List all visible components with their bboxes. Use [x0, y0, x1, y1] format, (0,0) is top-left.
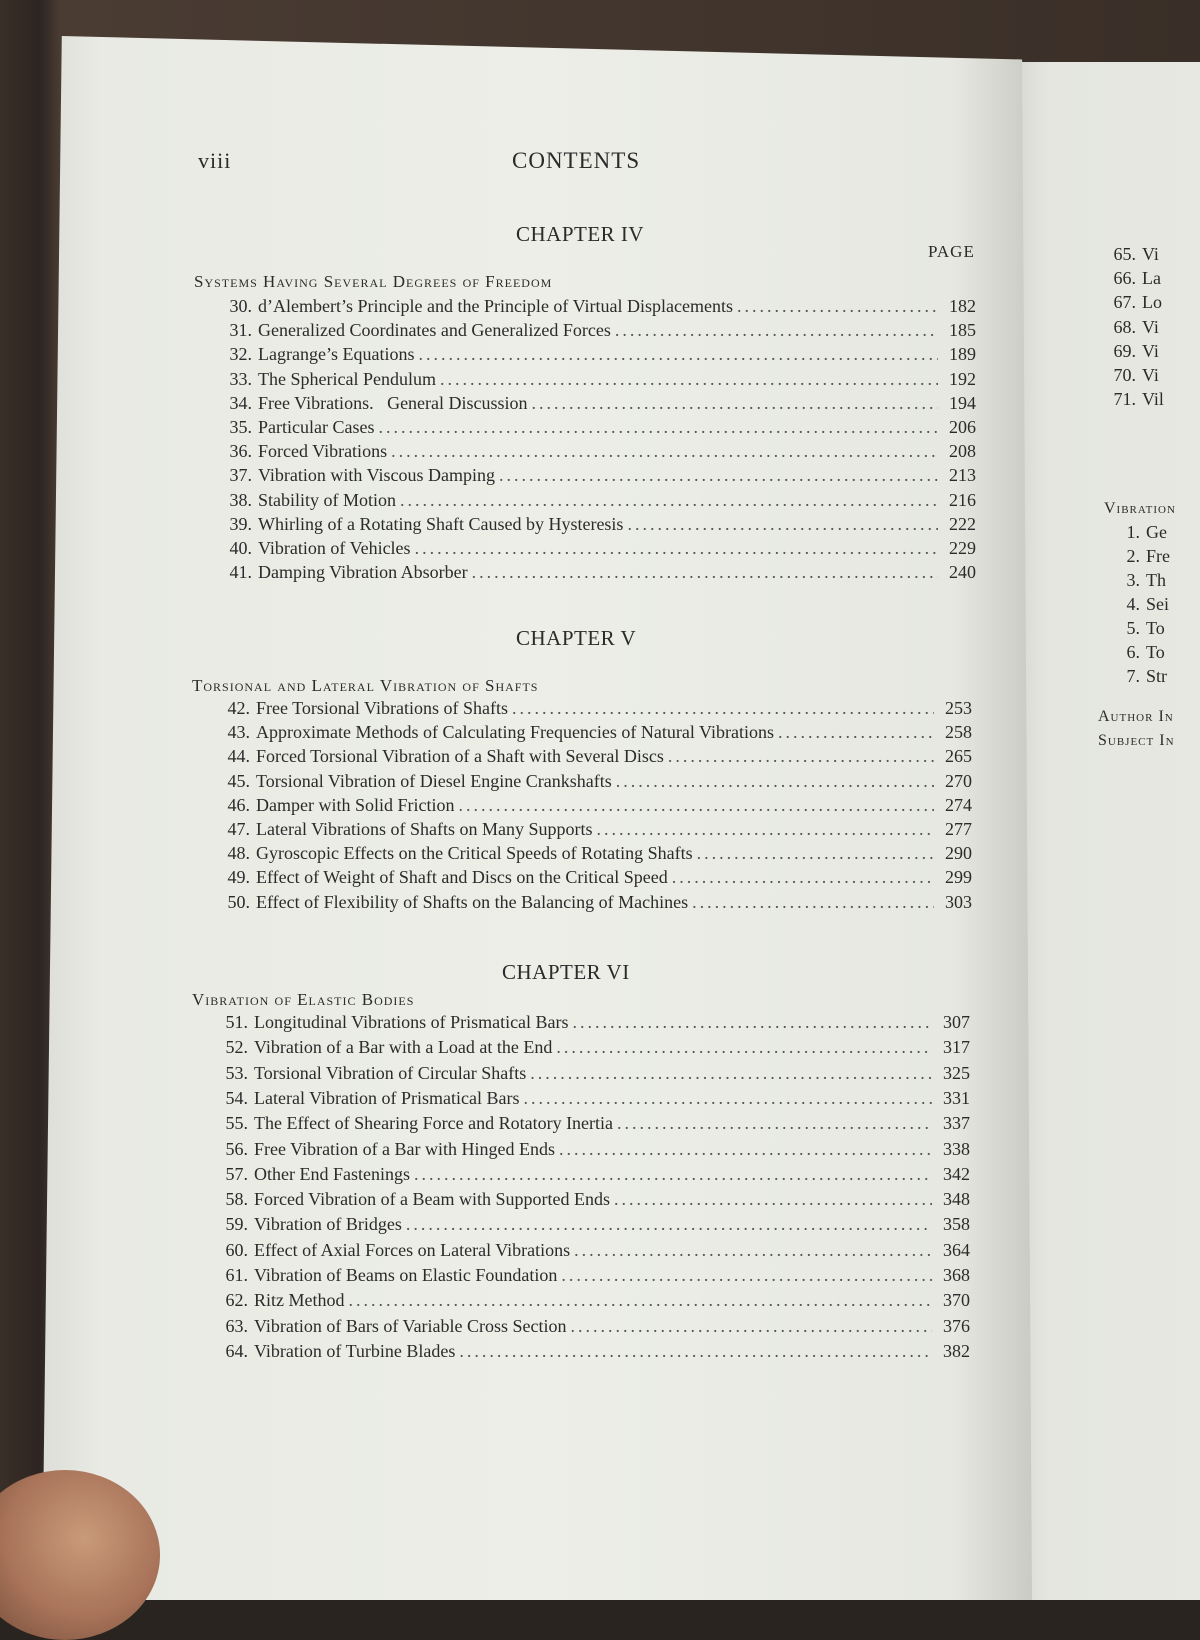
page-title: CONTENTS: [512, 148, 641, 173]
entry-number: 71.: [1113, 389, 1136, 410]
entry-page: 338: [943, 1138, 970, 1159]
toc-entry: [214, 1290, 970, 1311]
entry-number: 67.: [1113, 292, 1136, 313]
entry-title: Torsional Vibration of Diesel Engine Crankshafts: [256, 770, 612, 791]
facing-entry: [1108, 365, 1159, 386]
toc-entry: [218, 296, 976, 317]
entry-page: 182: [949, 296, 976, 316]
entry-number: 48.: [227, 843, 250, 864]
entry-page: 274: [945, 794, 972, 815]
toc-entry: [218, 490, 976, 511]
dot-leader: [668, 746, 934, 767]
entry-number: 55.: [225, 1113, 248, 1134]
dot-leader: [458, 795, 934, 816]
dot-leader: [532, 393, 938, 414]
dot-leader: [574, 1240, 932, 1261]
entry-number: 4.: [1126, 594, 1140, 614]
dot-leader: [349, 1290, 933, 1311]
toc-entry: [218, 417, 976, 438]
dot-leader: [400, 490, 938, 511]
entry-page: 258: [945, 722, 972, 743]
toc-entry: [218, 320, 976, 341]
toc-entry: [214, 1189, 970, 1210]
entry-number: 46.: [227, 794, 250, 815]
toc-entry: [214, 1113, 970, 1134]
entry-page: 277: [945, 819, 972, 839]
toc-entry: [214, 1012, 970, 1033]
dot-leader: [672, 867, 934, 888]
facing-entry: [1112, 546, 1170, 567]
entry-page: 189: [949, 344, 976, 365]
entry-number: 6.: [1126, 642, 1140, 662]
toc-entry: [214, 1037, 970, 1058]
entry-number: 44.: [227, 746, 250, 767]
entry-number: 30.: [229, 296, 252, 316]
entry-number: 52.: [225, 1037, 248, 1058]
entry-number: 59.: [225, 1214, 248, 1235]
dot-leader: [697, 843, 934, 864]
entry-number: 60.: [225, 1239, 248, 1260]
toc-entry: [216, 892, 972, 913]
entry-page: 299: [945, 867, 972, 888]
entry-page: 331: [943, 1087, 970, 1108]
entry-title: Damper with Solid Friction: [256, 794, 455, 815]
toc-entry: [218, 441, 976, 462]
toc-entry: [216, 819, 972, 840]
facing-index-entry: Author In: [1098, 708, 1174, 725]
toc-entry: [216, 722, 972, 743]
entry-page: 370: [943, 1290, 970, 1311]
entry-number: 5.: [1126, 618, 1140, 638]
entry-number: 31.: [229, 320, 252, 341]
entry-title: Longitudinal Vibrations of Prismatical Bars: [254, 1012, 569, 1032]
page-column-label: PAGE: [928, 242, 975, 261]
entry-page: 270: [945, 770, 972, 791]
facing-entry: [1108, 341, 1159, 362]
entry-title: Effect of Weight of Shaft and Discs on the Critical Speed: [256, 867, 668, 888]
dot-leader: [627, 514, 938, 535]
dot-leader: [556, 1037, 932, 1058]
entry-page: 216: [949, 489, 976, 510]
toc-entry: [214, 1240, 970, 1261]
entry-title: Other End Fastenings: [254, 1163, 410, 1184]
entry-number: 66.: [1113, 268, 1136, 289]
section-title: Torsional and Lateral Vibration of Shafts: [192, 676, 539, 695]
entry-page: 185: [949, 320, 976, 341]
entry-number: 32.: [229, 344, 252, 365]
entry-page: 206: [949, 417, 976, 437]
entry-title: Effect of Axial Forces on Lateral Vibrations: [254, 1239, 571, 1260]
entry-number: 51.: [225, 1012, 248, 1032]
toc-entry: [216, 698, 972, 719]
entry-title: Lo: [1142, 292, 1162, 313]
facing-entry: [1108, 317, 1159, 338]
toc-entry: [214, 1063, 970, 1084]
entry-title: Free Vibration of a Bar with Hinged Ends: [254, 1138, 556, 1159]
entry-number: 68.: [1113, 316, 1136, 337]
dot-leader: [778, 722, 934, 743]
dot-leader: [415, 538, 938, 559]
entry-number: 63.: [225, 1315, 248, 1336]
entry-number: 34.: [229, 392, 252, 413]
toc-entry: [216, 771, 972, 792]
entry-page: 358: [943, 1214, 970, 1235]
entry-page: 303: [945, 891, 972, 912]
facing-entry: [1112, 570, 1166, 591]
entry-number: 47.: [227, 819, 250, 839]
entry-page: 229: [949, 538, 976, 558]
entry-number: 35.: [229, 417, 252, 437]
dot-leader: [737, 296, 938, 317]
entry-title: The Effect of Shearing Force and Rotatory Inertia: [254, 1113, 614, 1134]
entry-page: 222: [949, 513, 976, 534]
entry-title: Fre: [1146, 546, 1170, 566]
entry-number: 69.: [1113, 340, 1136, 361]
toc-entry: [214, 1341, 970, 1362]
entry-title: Free Vibrations. General Discussion: [258, 392, 528, 413]
toc-entry: [214, 1316, 970, 1337]
toc-entry: [218, 465, 976, 486]
dot-leader: [571, 1316, 932, 1337]
entry-title: Approximate Methods of Calculating Frequencies of Natural Vibrations: [256, 722, 774, 743]
entry-title: Vibration with Viscous Damping: [258, 465, 495, 486]
toc-entry: [214, 1088, 970, 1109]
dot-leader: [559, 1139, 932, 1160]
dot-leader: [614, 1189, 932, 1210]
entry-number: 1.: [1126, 522, 1140, 542]
dot-leader: [616, 771, 934, 792]
facing-entry: [1108, 268, 1161, 289]
entry-title: Lateral Vibrations of Shafts on Many Supports: [256, 819, 593, 839]
entry-page: 307: [943, 1012, 970, 1032]
entry-page: 213: [949, 465, 976, 486]
entry-page: 342: [943, 1163, 970, 1184]
entry-title: Vil: [1142, 389, 1164, 410]
toc-entry: [218, 393, 976, 414]
entry-title: Vi: [1142, 244, 1159, 264]
book-page: [42, 36, 1032, 1600]
entry-title: Vibration of a Bar with a Load at the End: [254, 1037, 553, 1058]
entry-page: 337: [943, 1113, 970, 1134]
dot-leader: [561, 1265, 932, 1286]
entry-page: 208: [949, 441, 976, 462]
facing-entry: [1112, 594, 1169, 615]
entry-title: Lateral Vibration of Prismatical Bars: [254, 1087, 520, 1108]
dot-leader: [378, 417, 938, 438]
facing-entry: [1112, 618, 1165, 639]
entry-number: 7.: [1126, 666, 1140, 686]
entry-title: Vibration of Beams on Elastic Foundation: [254, 1265, 558, 1285]
entry-title: Free Torsional Vibrations of Shafts: [256, 698, 508, 718]
dot-leader: [573, 1012, 932, 1033]
dot-leader: [512, 698, 934, 719]
entry-title: To: [1146, 618, 1165, 638]
entry-title: Vibration of Bridges: [254, 1214, 402, 1235]
entry-number: 38.: [229, 489, 252, 510]
entry-title: Torsional Vibration of Circular Shafts: [254, 1062, 527, 1083]
entry-number: 50.: [227, 891, 250, 912]
facing-entry: [1108, 244, 1159, 265]
dot-leader: [406, 1214, 932, 1235]
dot-leader: [459, 1341, 932, 1362]
chapter-heading: CHAPTER IV: [516, 222, 645, 246]
toc-entry: [218, 369, 976, 390]
entry-number: 40.: [229, 538, 252, 558]
entry-title: Vi: [1142, 340, 1159, 361]
toc-entry: [216, 867, 972, 888]
entry-title: Vi: [1142, 316, 1159, 337]
entry-number: 56.: [225, 1138, 248, 1159]
facing-entry: [1112, 522, 1167, 543]
toc-entry: [218, 538, 976, 559]
section-title: Vibration of Elastic Bodies: [192, 990, 415, 1009]
entry-number: 64.: [225, 1340, 248, 1361]
entry-number: 39.: [229, 513, 252, 534]
toc-entry: [214, 1164, 970, 1185]
dot-leader: [615, 320, 938, 341]
dot-leader: [524, 1088, 932, 1109]
entry-title: Vi: [1142, 365, 1159, 385]
toc-entry: [214, 1214, 970, 1235]
entry-page: 317: [943, 1037, 970, 1058]
entry-title: d’Alembert’s Principle and the Principle of Virtual Displacements: [258, 296, 733, 316]
entry-number: 42.: [227, 698, 250, 718]
toc-entry: [218, 344, 976, 365]
entry-title: Effect of Flexibility of Shafts on the Balancing of Machines: [256, 891, 689, 912]
dot-leader: [414, 1164, 932, 1185]
section-title: Systems Having Several Degrees of Freedom: [194, 272, 553, 291]
dot-leader: [418, 344, 938, 365]
facing-entry: [1112, 642, 1165, 663]
entry-page: 253: [945, 698, 972, 718]
entry-number: 43.: [227, 722, 250, 743]
entry-page: 325: [943, 1062, 970, 1083]
entry-title: Particular Cases: [258, 417, 375, 437]
entry-number: 57.: [225, 1163, 248, 1184]
entry-number: 62.: [225, 1290, 248, 1311]
toc-entry: [216, 746, 972, 767]
entry-page: 290: [945, 843, 972, 864]
entry-page: 192: [949, 368, 976, 389]
entry-page: 265: [945, 746, 972, 767]
entry-title: Str: [1146, 666, 1168, 686]
dot-leader: [617, 1113, 932, 1134]
entry-number: 58.: [225, 1189, 248, 1210]
entry-number: 33.: [229, 368, 252, 389]
dot-leader: [391, 441, 938, 462]
entry-page: 240: [949, 562, 976, 583]
entry-number: 37.: [229, 465, 252, 486]
facing-page: [1010, 62, 1200, 1600]
facing-entry: [1112, 666, 1167, 687]
toc-entry: [216, 843, 972, 864]
entry-title: Stability of Motion: [258, 489, 397, 510]
toc-entry: [218, 514, 976, 535]
entry-title: Forced Vibrations: [258, 441, 388, 462]
entry-number: 49.: [227, 867, 250, 888]
entry-title: Forced Vibration of a Beam with Supported Ends: [254, 1189, 611, 1210]
dot-leader: [597, 819, 934, 840]
entry-title: The Spherical Pendulum: [258, 368, 436, 389]
entry-title: Vibration of Turbine Blades: [254, 1340, 456, 1361]
entry-title: Gyroscopic Effects on the Critical Speeds of Rotating Shafts: [256, 843, 693, 864]
entry-number: 70.: [1113, 365, 1136, 385]
entry-title: Th: [1146, 570, 1166, 590]
entry-title: To: [1146, 642, 1165, 662]
entry-title: Sei: [1146, 594, 1170, 614]
chapter-heading: CHAPTER V: [516, 626, 637, 650]
entry-number: 54.: [225, 1087, 248, 1108]
facing-entry: [1108, 389, 1164, 410]
entry-page: 194: [949, 392, 976, 413]
toc-entry: [214, 1265, 970, 1286]
dot-leader: [472, 562, 938, 583]
dot-leader: [440, 369, 938, 390]
entry-number: 61.: [225, 1265, 248, 1285]
entry-number: 41.: [229, 562, 252, 583]
toc-entry: [216, 795, 972, 816]
entry-title: Ritz Method: [254, 1290, 345, 1311]
entry-page: 368: [943, 1265, 970, 1285]
entry-title: Generalized Coordinates and Generalized Forces: [258, 320, 611, 341]
facing-section-title: Vibration: [1104, 500, 1176, 517]
entry-title: Whirling of a Rotating Shaft Caused by Hysteresis: [258, 513, 624, 534]
toc-entry: [218, 562, 976, 583]
entry-number: 45.: [227, 770, 250, 791]
dot-leader: [692, 892, 934, 913]
toc-entry: [214, 1139, 970, 1160]
entry-title: Ge: [1146, 522, 1167, 542]
entry-number: 36.: [229, 441, 252, 462]
entry-title: La: [1142, 268, 1161, 289]
entry-number: 53.: [225, 1062, 248, 1083]
entry-title: Damping Vibration Absorber: [258, 562, 468, 583]
facing-entry: [1108, 292, 1162, 313]
entry-page: 348: [943, 1189, 970, 1210]
dot-leader: [499, 465, 938, 486]
page-number: viii: [198, 148, 232, 173]
entry-page: 376: [943, 1315, 970, 1336]
entry-number: 2.: [1126, 546, 1140, 566]
entry-title: Lagrange’s Equations: [258, 344, 415, 365]
entry-title: Forced Torsional Vibration of a Shaft with Several Discs: [256, 746, 664, 767]
entry-number: 65.: [1113, 244, 1136, 264]
entry-title: Vibration of Bars of Variable Cross Section: [254, 1315, 567, 1336]
entry-title: Vibration of Vehicles: [258, 538, 411, 558]
entry-page: 382: [943, 1340, 970, 1361]
entry-page: 364: [943, 1239, 970, 1260]
dot-leader: [530, 1063, 932, 1084]
facing-index-entry: Subject In: [1098, 732, 1175, 749]
chapter-heading: CHAPTER VI: [502, 960, 630, 984]
entry-number: 3.: [1126, 570, 1140, 590]
